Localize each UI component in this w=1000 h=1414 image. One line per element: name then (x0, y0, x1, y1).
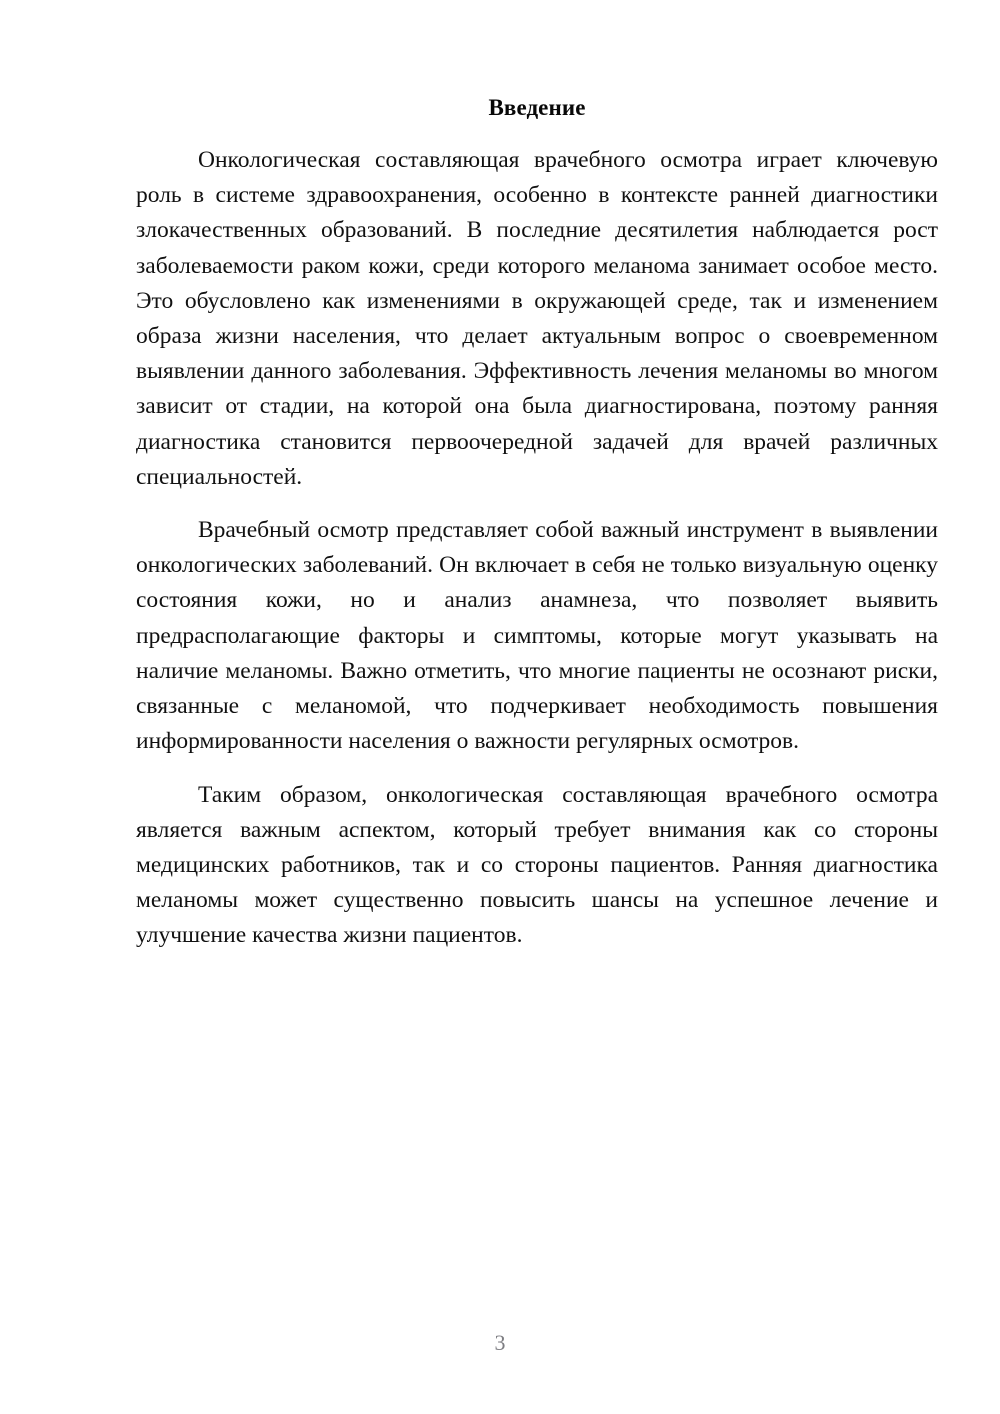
body-paragraph: Онкологическая составляющая врачебного осмотра играет ключевую роль в системе здравоохранения, особенно в контексте ранней диагностики злокачественных образований. В последние десятилетия наблюдается рост заболеваемости раком кожи, среди которого меланома занимает особое место. Это обусловлено как изменениями в окружающей среде, так и изменением образа жизни населения, что делает актуальным вопрос о своевременном выявлении данного заболевания. Эффективность лечения меланомы во многом зависит от стадии, на которой она была диагностирована, поэтому ранняя диагностика становится первоочередной задачей для врачей различных специальностей. (136, 147, 938, 490)
page-content-area (136, 92, 938, 954)
body-paragraph: Врачебный осмотр представляет собой важный инструмент в выявлении онкологических заболеваний. Он включает в себя не только визуальную оценку состояния кожи, но и анализ анамнеза, что позволяет выявить предрасполагающие факторы и симптомы, которые могут указывать на наличие меланомы. Важно отметить, что многие пациенты не осознают риски, связанные с меланомой, что подчеркивает необходимость повышения информированности населения о важности регулярных осмотров. (136, 517, 938, 755)
body-paragraph: Таким образом, онкологическая составляющая врачебного осмотра является важным аспектом, который требует внимания как со стороны медицинских работников, так и со стороны пациентов. Ранняя диагностика меланомы может существенно повысить шансы на успешное лечение и улучшение качества жизни пациентов. (136, 781, 938, 949)
page-number: 3 (494, 1330, 506, 1355)
page-title: Введение (488, 95, 586, 120)
